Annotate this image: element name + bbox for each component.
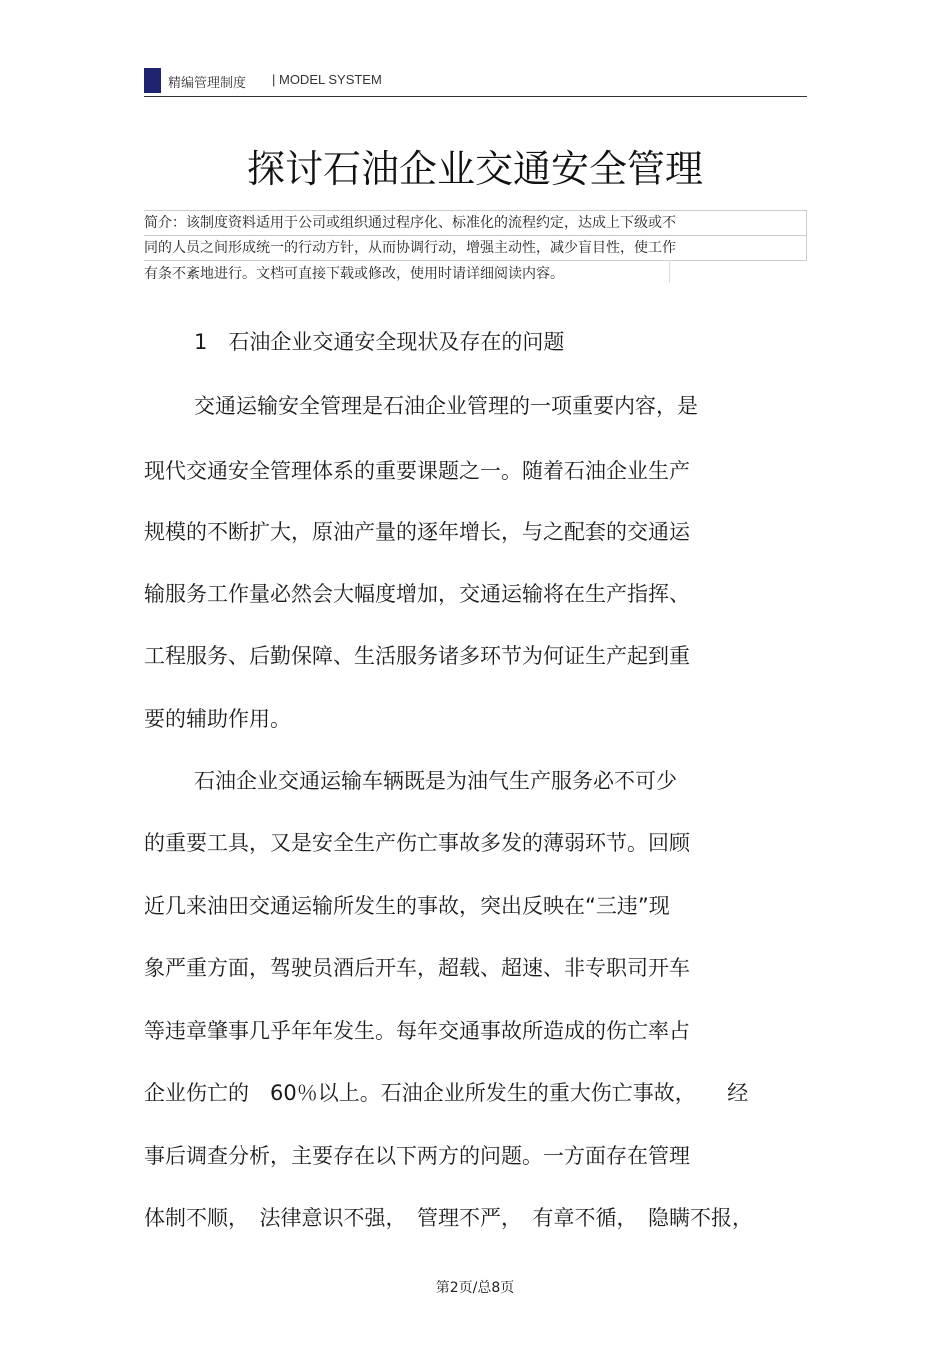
body-line-7: 石油企业交通运输车辆既是为油气生产服务必不可少	[194, 769, 677, 793]
intro-line-2: 同的人员之间形成统一的行动方针，从而协调行动，增强主动性，减少盲目性，使工作	[144, 235, 807, 261]
body-line-11: 等违章肇事几乎年年发生。每年交通事故所造成的伤亡率占	[144, 1019, 690, 1043]
body-line-13: 事后调查分析，主要存在以下两方的问题。一方面存在管理	[144, 1144, 690, 1168]
body-line-6: 要的辅助作用。	[144, 707, 291, 731]
body-line-10: 象严重方面，驾驶员酒后开车，超载、超速、非专职司开车	[144, 956, 690, 980]
document-title: 探讨石油企业交通安全管理	[246, 147, 703, 191]
section-heading: 1 石油企业交通安全现状及存在的问题	[194, 330, 565, 354]
header-title-cn: 精编管理制度	[168, 76, 247, 91]
body-line-8: 的重要工具，又是安全生产伤亡事故多发的薄弱环节。回顾	[144, 831, 690, 855]
page-number: 第2页/总8页	[435, 1280, 515, 1296]
body-line-4: 输服务工作量必然会大幅度增加，交通运输将在生产指挥、	[144, 582, 690, 606]
intro-line-3: 有条不紊地进行。文档可直接下载或修改，使用时请详细阅读内容。	[144, 266, 564, 282]
body-line-3: 规模的不断扩大，原油产量的逐年增长，与之配套的交通运	[144, 520, 690, 544]
body-line-1: 交通运输安全管理是石油企业管理的一项重要内容，是	[194, 394, 698, 418]
body-line-2: 现代交通安全管理体系的重要课题之一。随着石油企业生产	[144, 459, 690, 483]
body-line-12: 企业伤亡的 60％以上。石油企业所发生的重大伤亡事故， 经	[144, 1081, 749, 1105]
intro-line-1: 简介：该制度资料适用于公司或组织通过程序化、标准化的流程约定，达成上下级或不	[144, 210, 807, 236]
document-logo-icon	[144, 68, 161, 93]
body-line-9: 近几来油田交通运输所发生的事故，突出反映在“三违”现	[144, 894, 670, 918]
intro-divider	[669, 260, 670, 283]
body-line-14: 体制不顺， 法律意识不强， 管理不严， 有章不循， 隐瞒不报，	[144, 1206, 753, 1230]
header-title-en: | MODEL SYSTEM	[272, 72, 382, 87]
body-line-5: 工程服务、后勤保障、生活服务诸多环节为何证生产起到重	[144, 644, 690, 668]
page-header	[144, 66, 807, 97]
